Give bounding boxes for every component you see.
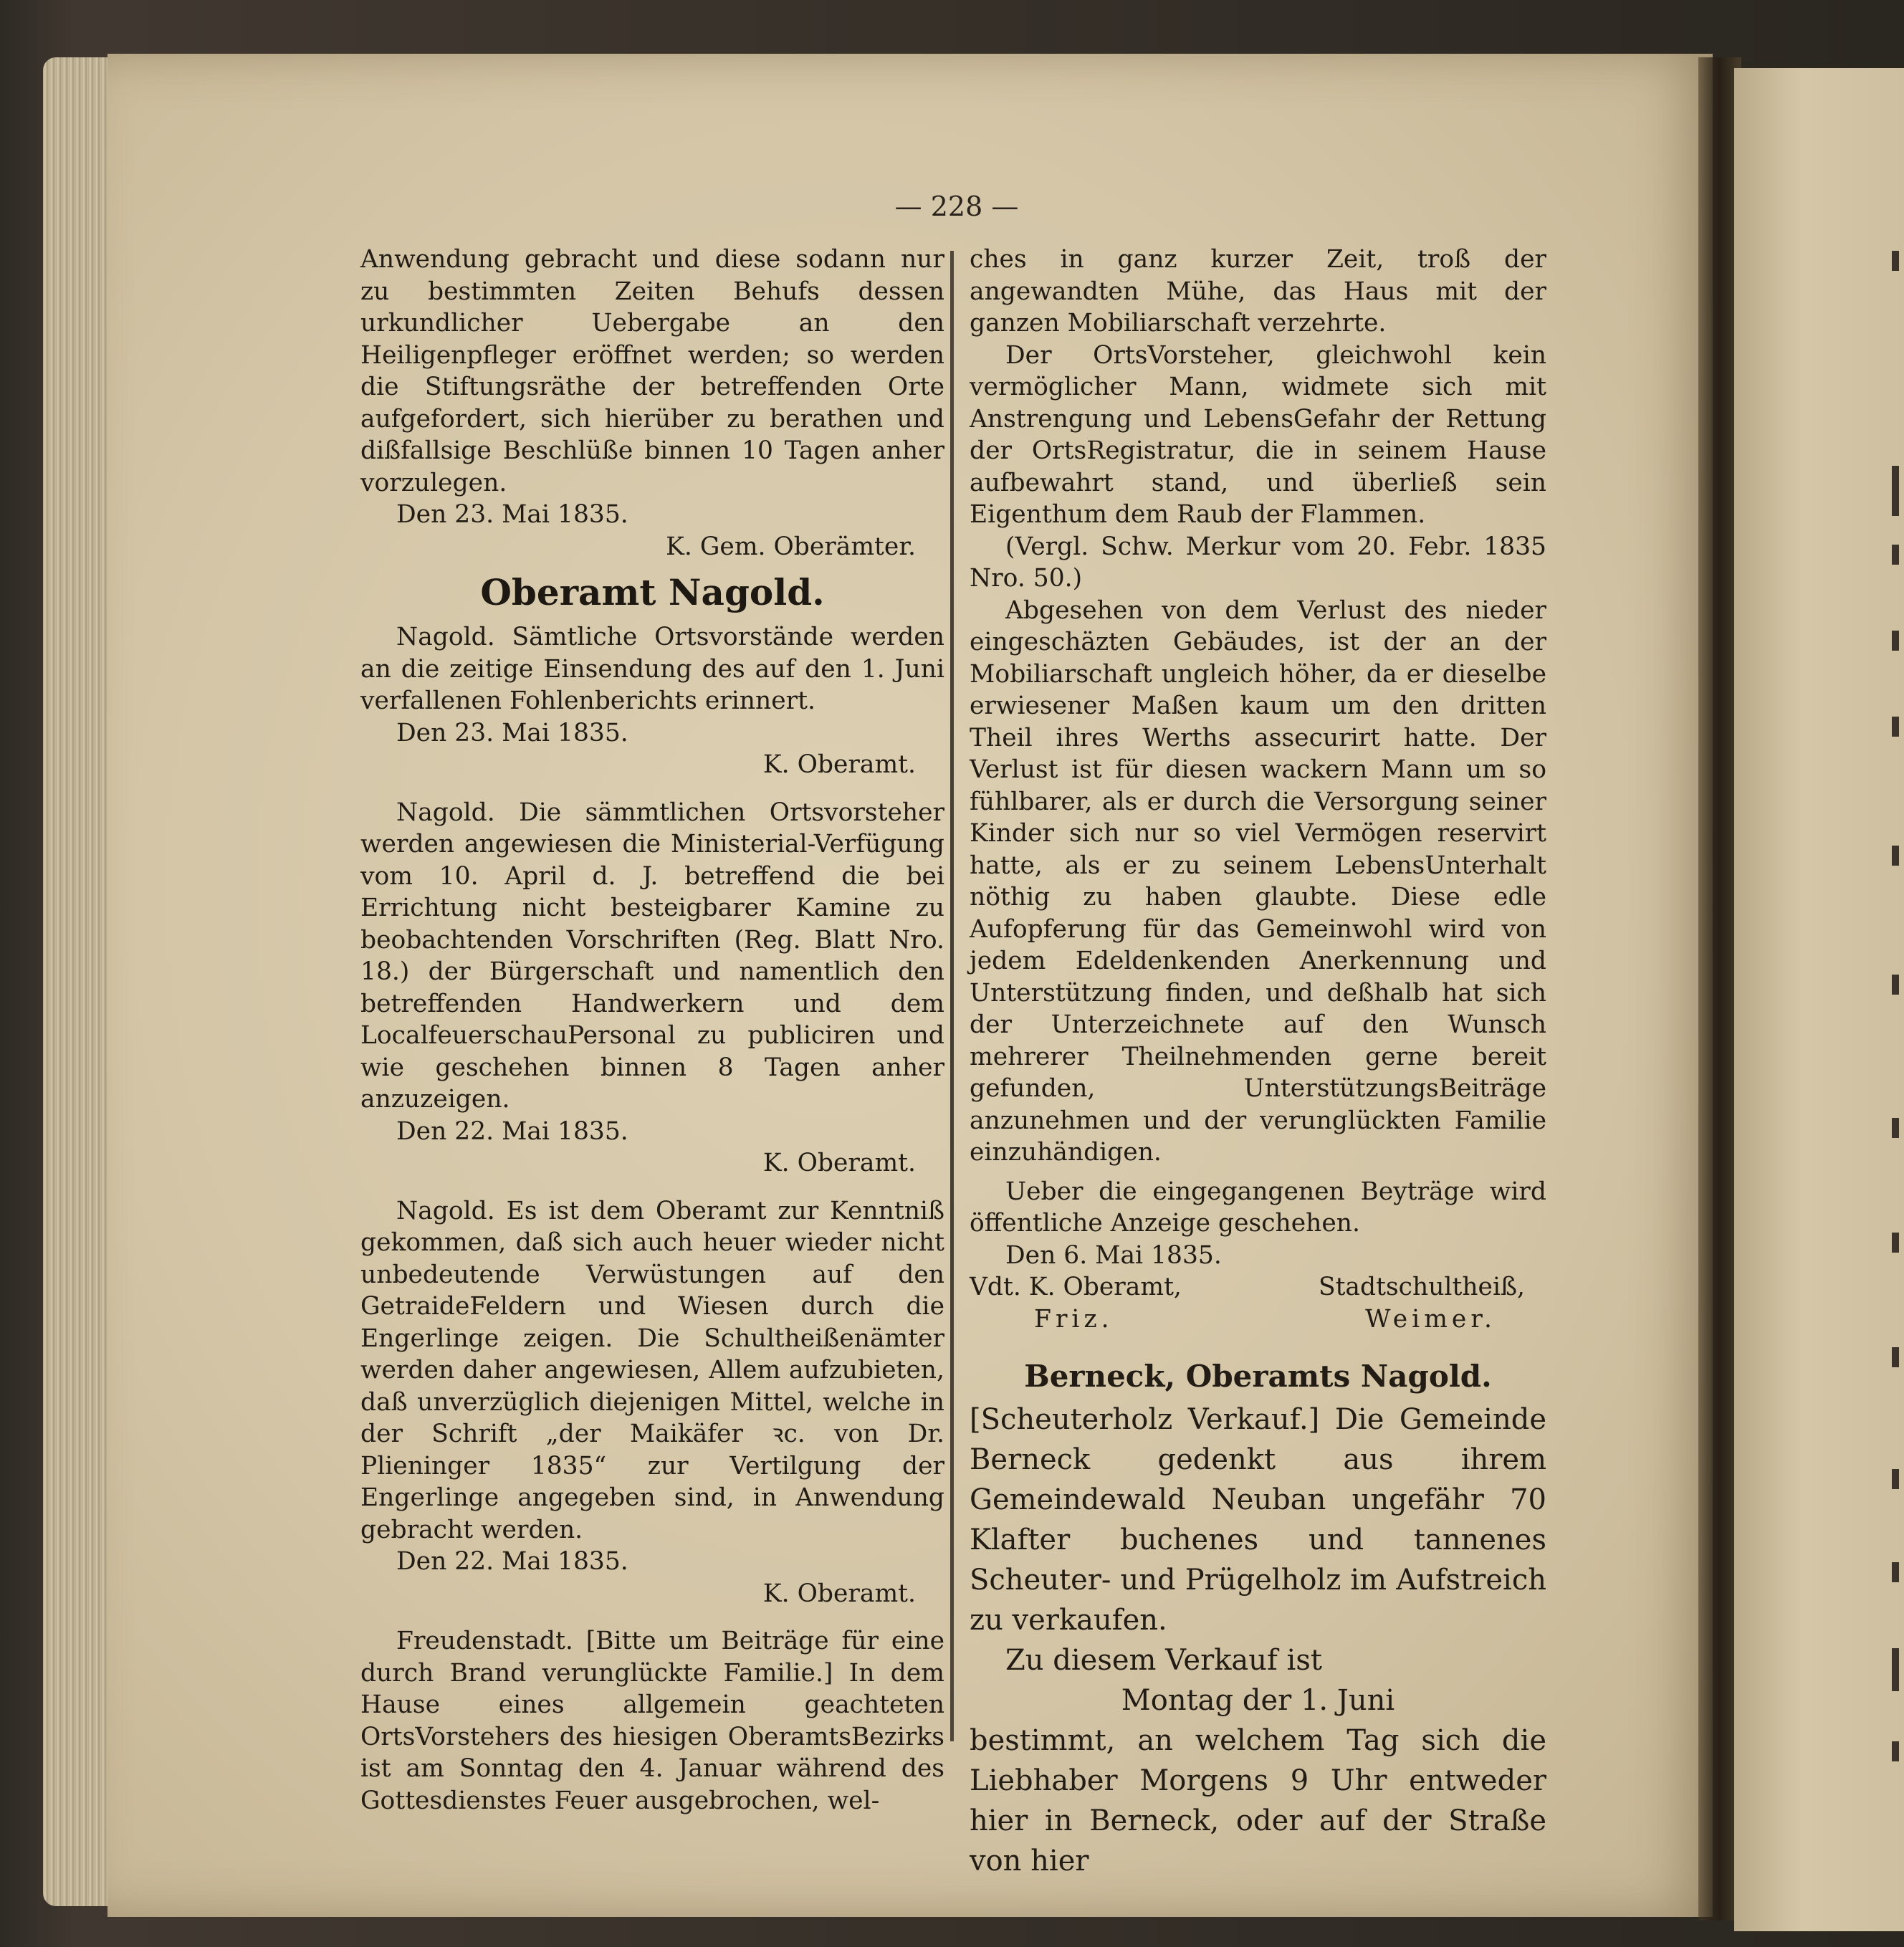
paragraph: Abgesehen von dem Verlust des nieder eingeschäzten Gebäudes, ist der an der Mobiliarschaft ungleich höher, da er dieselbe erwiesener Maßen kaum um den dritten Theil ihres Werths assecurirt hatte. Der Verlust ist für diesen wackern Mann um so fühlbarer, als er durch die Versorgung seiner Kinder sich nur so viel Vermögen reservirt hatte, als er zu seinem LebensUnterhalt nöthig zu haben glaubte. Diese edle Aufopferung für das Gemeinwohl wird von jedem Edeldenkenden Anerkennung und Unterstützung finden, und deßhalb hat sich der Unterzeichnete auf den Wunsch mehrerer Theilnehmenden gerne bereit gefunden, UnterstützungsBeiträge anzunehmen und der verunglückten Familie einzuhändigen. (970, 595, 1546, 1167)
date-line: Den 23. Mai 1835. (396, 500, 628, 529)
page-number: — 228 — (894, 191, 1019, 222)
paragraph: Montag der 1. Juni (1121, 1684, 1395, 1717)
signature-left: Vdt. K. Oberamt, (970, 1273, 1182, 1301)
edge-mark (1892, 1118, 1899, 1138)
signature-name-right: Weimer. (1365, 1304, 1496, 1334)
paragraph: Freudenstadt. [Bitte um Beiträge für eine durch Brand verunglückte Familie.] In dem Hause eines allgemein geachteten OrtsVorstehers des hiesigen OberamtsBezirks ist am Sonntag den 4. Januar während des Gottesdienstes Feuer ausgebrochen, wel- (360, 1627, 944, 1815)
date-line: Den 22. Mai 1835. (396, 1547, 628, 1576)
edge-mark (1892, 975, 1899, 995)
paragraph: Ueber die eingegangenen Beyträge wird öffentliche Anzeige geschehen. (970, 1177, 1546, 1238)
edge-mark (1892, 631, 1899, 651)
paragraph: [Scheuterholz Verkauf.] Die Gemeinde Berneck gedenkt aus ihrem Gemeindewald Neuban ungefähr 70 Klafter buchenes und tannenes Scheuter- und Prügelholz im Aufstreich zu verkaufen. (970, 1403, 1546, 1637)
paragraph: Anwendung gebracht und diese sodann nur zu bestimmten Zeiten Behufs dessen urkundlicher Uebergabe an den Heiligenpfleger eröffnet werden; so werden die Stiftungsräthe der betreffenden Orte aufgefordert, sich hierüber zu berathen und dißfallsige Beschlüße binnen 10 Tagen anher vorzulegen. (360, 245, 944, 497)
edge-mark (1892, 1469, 1899, 1489)
signature-right: Stadtschultheiß, (1318, 1273, 1525, 1301)
right-column (970, 244, 1546, 1881)
signature: K. Gem. Oberämter. (666, 532, 916, 561)
paragraph: Nagold. Es ist dem Oberamt zur Kenntniß gekommen, daß sich auch heuer wieder nicht unbedeutende Verwüstungen auf den GetraideFeldern und Wiesen durch die Engerlinge zeigen. Die Schultheißenämter werden daher angewiesen, Allem aufzubieten, daß unverzüglich diejenigen Mittel, welche in der Schrift „der Maikäfer ꝛc. von Dr. Plieninger 1835“ zur Vertilgung der Engerlinge angegeben sind, in Anwendung gebracht werden. (360, 1196, 944, 1544)
signature-name-left: Friz. (1034, 1304, 1114, 1334)
edge-mark (1892, 846, 1899, 866)
date-line: Den 6. Mai 1835. (1005, 1240, 1222, 1270)
date-line: Den 23. Mai 1835. (396, 718, 628, 747)
date-line: Den 22. Mai 1835. (396, 1116, 628, 1146)
paragraph: Nagold. Sämtliche Ortsvorstände werden an die zeitige Einsendung des auf den 1. Juni verfallenen Fohlenberichts erinnert. (360, 623, 944, 715)
paragraph: Der OrtsVorsteher, gleichwohl kein vermöglicher Mann, widmete sich mit Anstrengung und LebensGefahr der Rettung der OrtsRegistratur, die in seinem Hause aufbewahrt stand, und überließ sein Eigenthum dem Raub der Flammen. (970, 340, 1546, 529)
edge-mark (1892, 1233, 1899, 1253)
left-column (360, 244, 944, 1817)
edge-mark (1892, 1741, 1899, 1761)
paragraph: bestimmt, an welchem Tag sich die Liebhaber Morgens 9 Uhr entweder hier in Berneck, oder auf der Straße von hier (970, 1724, 1546, 1877)
signature: K. Oberamt. (762, 1149, 916, 1177)
edge-mark (1892, 1347, 1899, 1367)
edge-mark (1892, 1562, 1899, 1582)
paragraph: (Vergl. Schw. Merkur vom 20. Febr. 1835 Nro. 50.) (970, 532, 1546, 593)
signature: K. Oberamt. (762, 1579, 916, 1608)
signature-block (970, 1271, 1546, 1303)
edge-mark (1892, 1648, 1899, 1691)
paragraph: Nagold. Die sämmtlichen Ortsvorsteher werden angewiesen die Ministerial-Verfügung vom 10. April d. J. betreffend die bei Errichtung nicht besteigbarer Kamine zu beobachtenden Vorschriften (Reg. Blatt Nro. 18.) der Bürgerschaft und namentlich den betreffenden Handwerkern und dem LocalfeuerschauPersonal zu publiciren und wie geschehen binnen 8 Tagen anher anzuzeigen. (360, 798, 944, 1114)
edge-mark (1892, 545, 1899, 565)
section-heading: Berneck, Oberamts Nagold. (1024, 1359, 1492, 1394)
paragraph: Zu diesem Verkauf ist (1005, 1644, 1322, 1677)
signature: K. Oberamt. (762, 750, 916, 779)
right-page-edge (1734, 68, 1904, 1931)
edge-mark (1892, 251, 1899, 271)
signature-names (970, 1303, 1546, 1336)
edge-mark (1892, 466, 1899, 516)
paragraph: ches in ganz kurzer Zeit, troß der angewandten Mühe, das Haus mit der ganzen Mobiliarschaft verzehrte. (970, 245, 1546, 338)
column-divider (950, 251, 954, 1741)
section-heading: Oberamt Nagold. (480, 571, 825, 613)
edge-mark (1892, 717, 1899, 737)
